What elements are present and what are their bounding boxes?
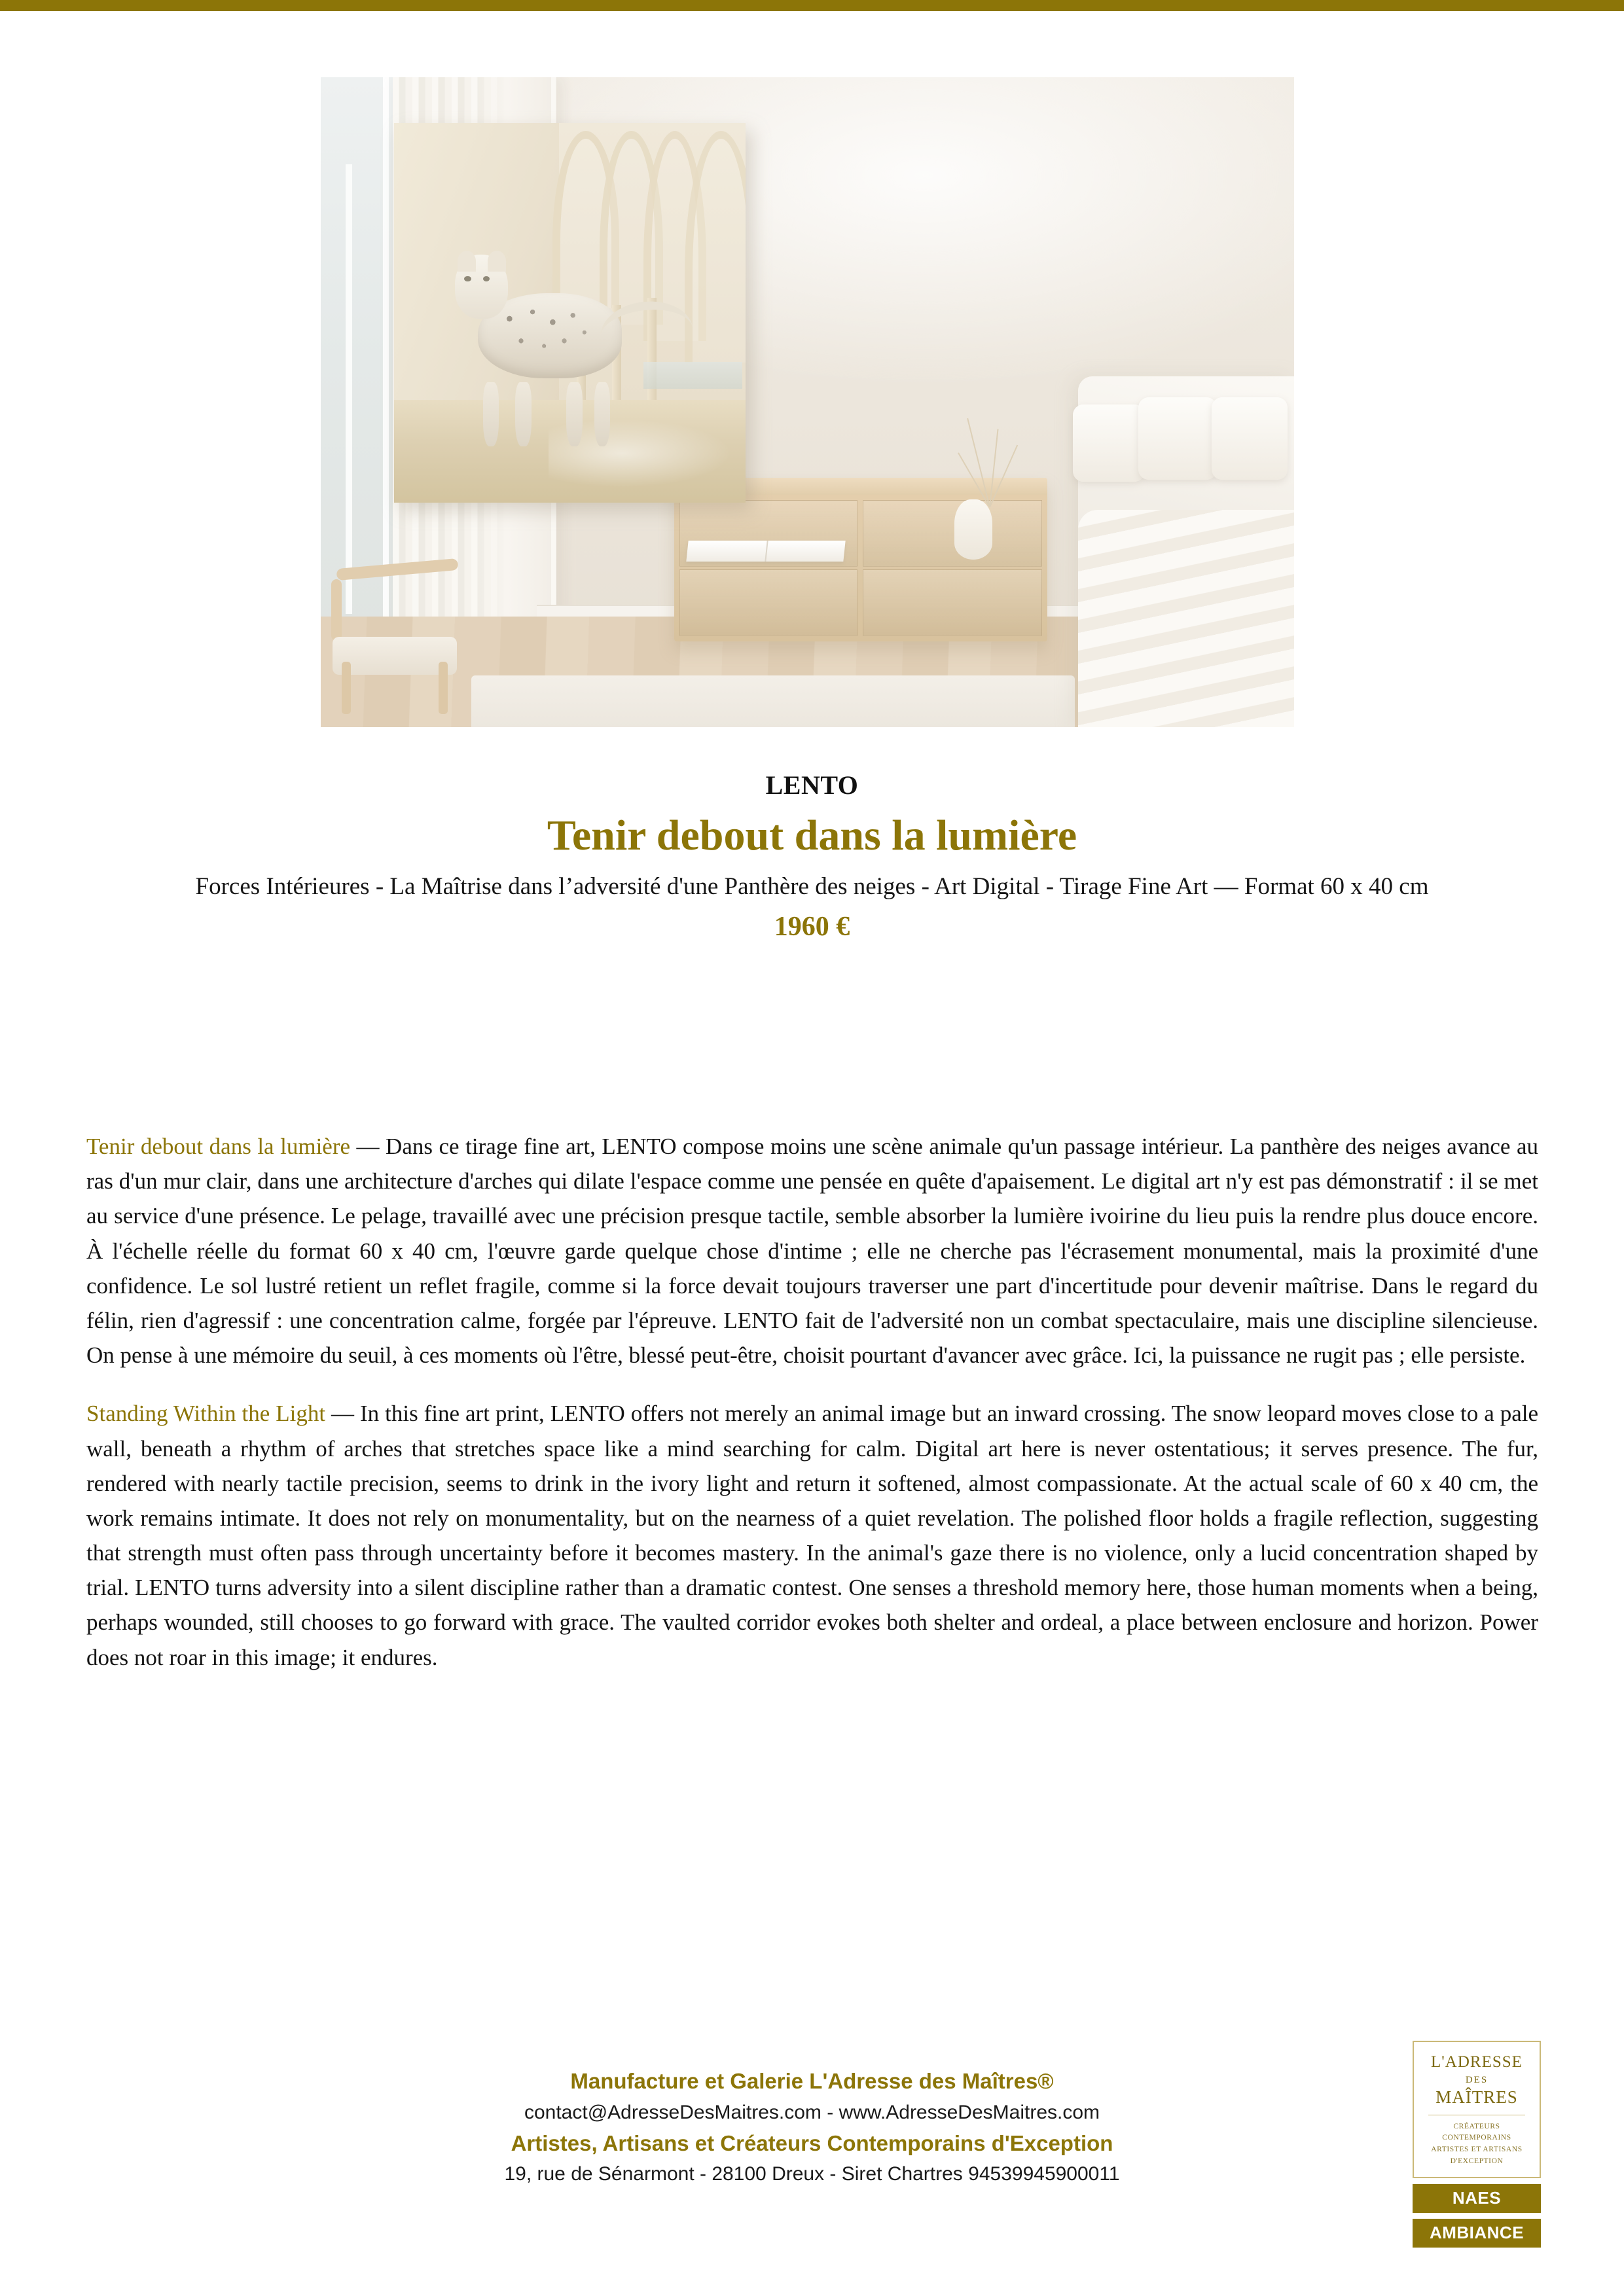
price: 1960 € (774, 912, 850, 942)
logo-sub-artistes: ARTISTES ET ARTISANS (1431, 2145, 1523, 2154)
work-subtitle: Forces Intérieures - La Maîtrise dans l’adversité d'une Panthère des neiges - Art Digital - Tirage Fine Art — Format 60 x 40 cm (195, 873, 1429, 901)
footer-tagline: Artistes, Artisans et Créateurs Contemporains d'Exception (511, 2130, 1113, 2155)
logo-line-maitres: MAÎTRES (1435, 2087, 1518, 2107)
footer-contact[interactable]: contact@AdresseDesMaitres.com - www.AdresseDesMaitres.com (524, 2101, 1100, 2123)
framed-artwork (394, 123, 746, 503)
footer (0, 2065, 1624, 2189)
dresser-drawer (863, 500, 1042, 567)
paragraph-french-lead: Tenir debout dans la lumière (86, 1134, 351, 1159)
paragraph-french (86, 1129, 1538, 1372)
branch-stem (967, 418, 990, 507)
wooden-armchair (327, 564, 465, 714)
top-gold-rule (0, 0, 1624, 11)
logo-sub-exception: D'EXCEPTION (1450, 2157, 1504, 2165)
leopard-leg (483, 382, 499, 446)
paragraph-french-text: — Dans ce tirage fine art, LENTO compose moins une scène animale qu'un passage intérieur. La panthère des neiges avance au ras d'un mur clair, dans une architecture d'arches qui dilate l'espace comme une pensée en quête d'apaisement. Le digital art n'y est pas démonstratif : il se met au service d'une présence. Le pelage, travaillé avec une précision presque tactile, semble absorber la lumière ivoirine du lieu puis la rendre plus douce encore. À l'échelle réelle du format 60 x 40 cm, l'œuvre garde quelque chose d'intime ; elle ne cherche pas l'écrasement monumental, mais la proximité d'une confidence. Le sol lustré retient un reflet fragile, comme si la force devait toujours traverser une part d'incertitude pour devenir maîtrise. Dans le regard du félin, rien d'agressif : une concentration calme, forgée par l'épreuve. LENTO fait de l'adversité non un combat spectaculaire, mais une discipline silencieuse. On pense à une mémoire du seuil, à ces moments où l'être, blessé peut-être, choisit pourtant d'avancer avec grâce. Ici, la puissance ne rugit pas ; elle persiste. (86, 1134, 1538, 1369)
vase (954, 499, 992, 560)
footer-company: Manufacture et Galerie L'Adresse des Maîtres® (570, 2069, 1054, 2093)
logo-sub-createurs: CRÉATEURS CONTEMPORAINS (1442, 2122, 1511, 2142)
leopard-tail (597, 297, 693, 345)
leopard-leg (515, 382, 532, 446)
pillow (1212, 397, 1288, 480)
leopard-leg (566, 382, 583, 446)
logo-line-des: DES (1465, 2074, 1489, 2085)
dresser-drawer (863, 569, 1042, 636)
chair-leg (439, 662, 448, 714)
open-book (686, 541, 845, 562)
leopard-eye (464, 276, 471, 281)
paragraph-english-lead: Standing Within the Light (86, 1401, 326, 1427)
area-rug (471, 675, 1075, 727)
tag-ambiance: AMBIANCE (1413, 2219, 1541, 2248)
chair-arm (331, 579, 342, 641)
work-title: Tenir debout dans la lumière (547, 812, 1077, 859)
dresser-drawer (679, 569, 857, 636)
paragraph-english (86, 1396, 1538, 1675)
snow-leopard (450, 229, 682, 442)
pillow (1138, 397, 1217, 480)
footer-address: 19, rue de Sénarmont - 28100 Dreux - Siret Chartres 94539945900011 (504, 2163, 1120, 2185)
branch-stem (958, 453, 990, 508)
duvet (1078, 510, 1294, 727)
interior-scene (321, 77, 1294, 727)
description-body (86, 1106, 1538, 1698)
bed (1078, 376, 1294, 727)
dried-branches (953, 409, 1025, 507)
tag-naes: NAES (1413, 2184, 1541, 2213)
leopard-ear (488, 251, 506, 272)
hero-photo (321, 77, 1294, 727)
logo-box (1413, 2041, 1541, 2178)
title-block (0, 769, 1624, 942)
logo-line-adresse: L'ADRESSE (1431, 2053, 1523, 2071)
brand-badge (1413, 2041, 1541, 2248)
paragraph-english-text: — In this fine art print, LENTO offers not merely an animal image but an inward crossing. The snow leopard moves close to a pale wall, beneath a rhythm of arches that stretches space like a mind searching for calm. Digital art here is never ostentatious; it serves presence. The fur, rendered with nearly tactile precision, seems to drink in the ivory light and return it softened, almost compassionate. At the actual scale of 60 x 40 cm, the work remains intimate. It does not rely on monumentality, but on the nearness of a quiet revelation. The polished floor holds a fragile reflection, suggesting that strength must often pass through uncertainty before it becomes mastery. In the animal's gaze there is no violence, only a lucid concentration shaped by trial. LENTO turns adversity into a silent discipline rather than a dramatic contest. One senses a threshold memory here, those human moments when a being, perhaps wounded, still chooses to go forward with grace. The vaulted corridor evokes both shelter and ordeal, a place between enclosure and horizon. Power does not roar in this image; it endures. (86, 1401, 1538, 1670)
leopard-ear (458, 251, 476, 272)
leopard-leg (594, 382, 611, 446)
chair-leg (342, 662, 351, 714)
pillow (1073, 404, 1145, 482)
artist-name: LENTO (765, 770, 859, 800)
